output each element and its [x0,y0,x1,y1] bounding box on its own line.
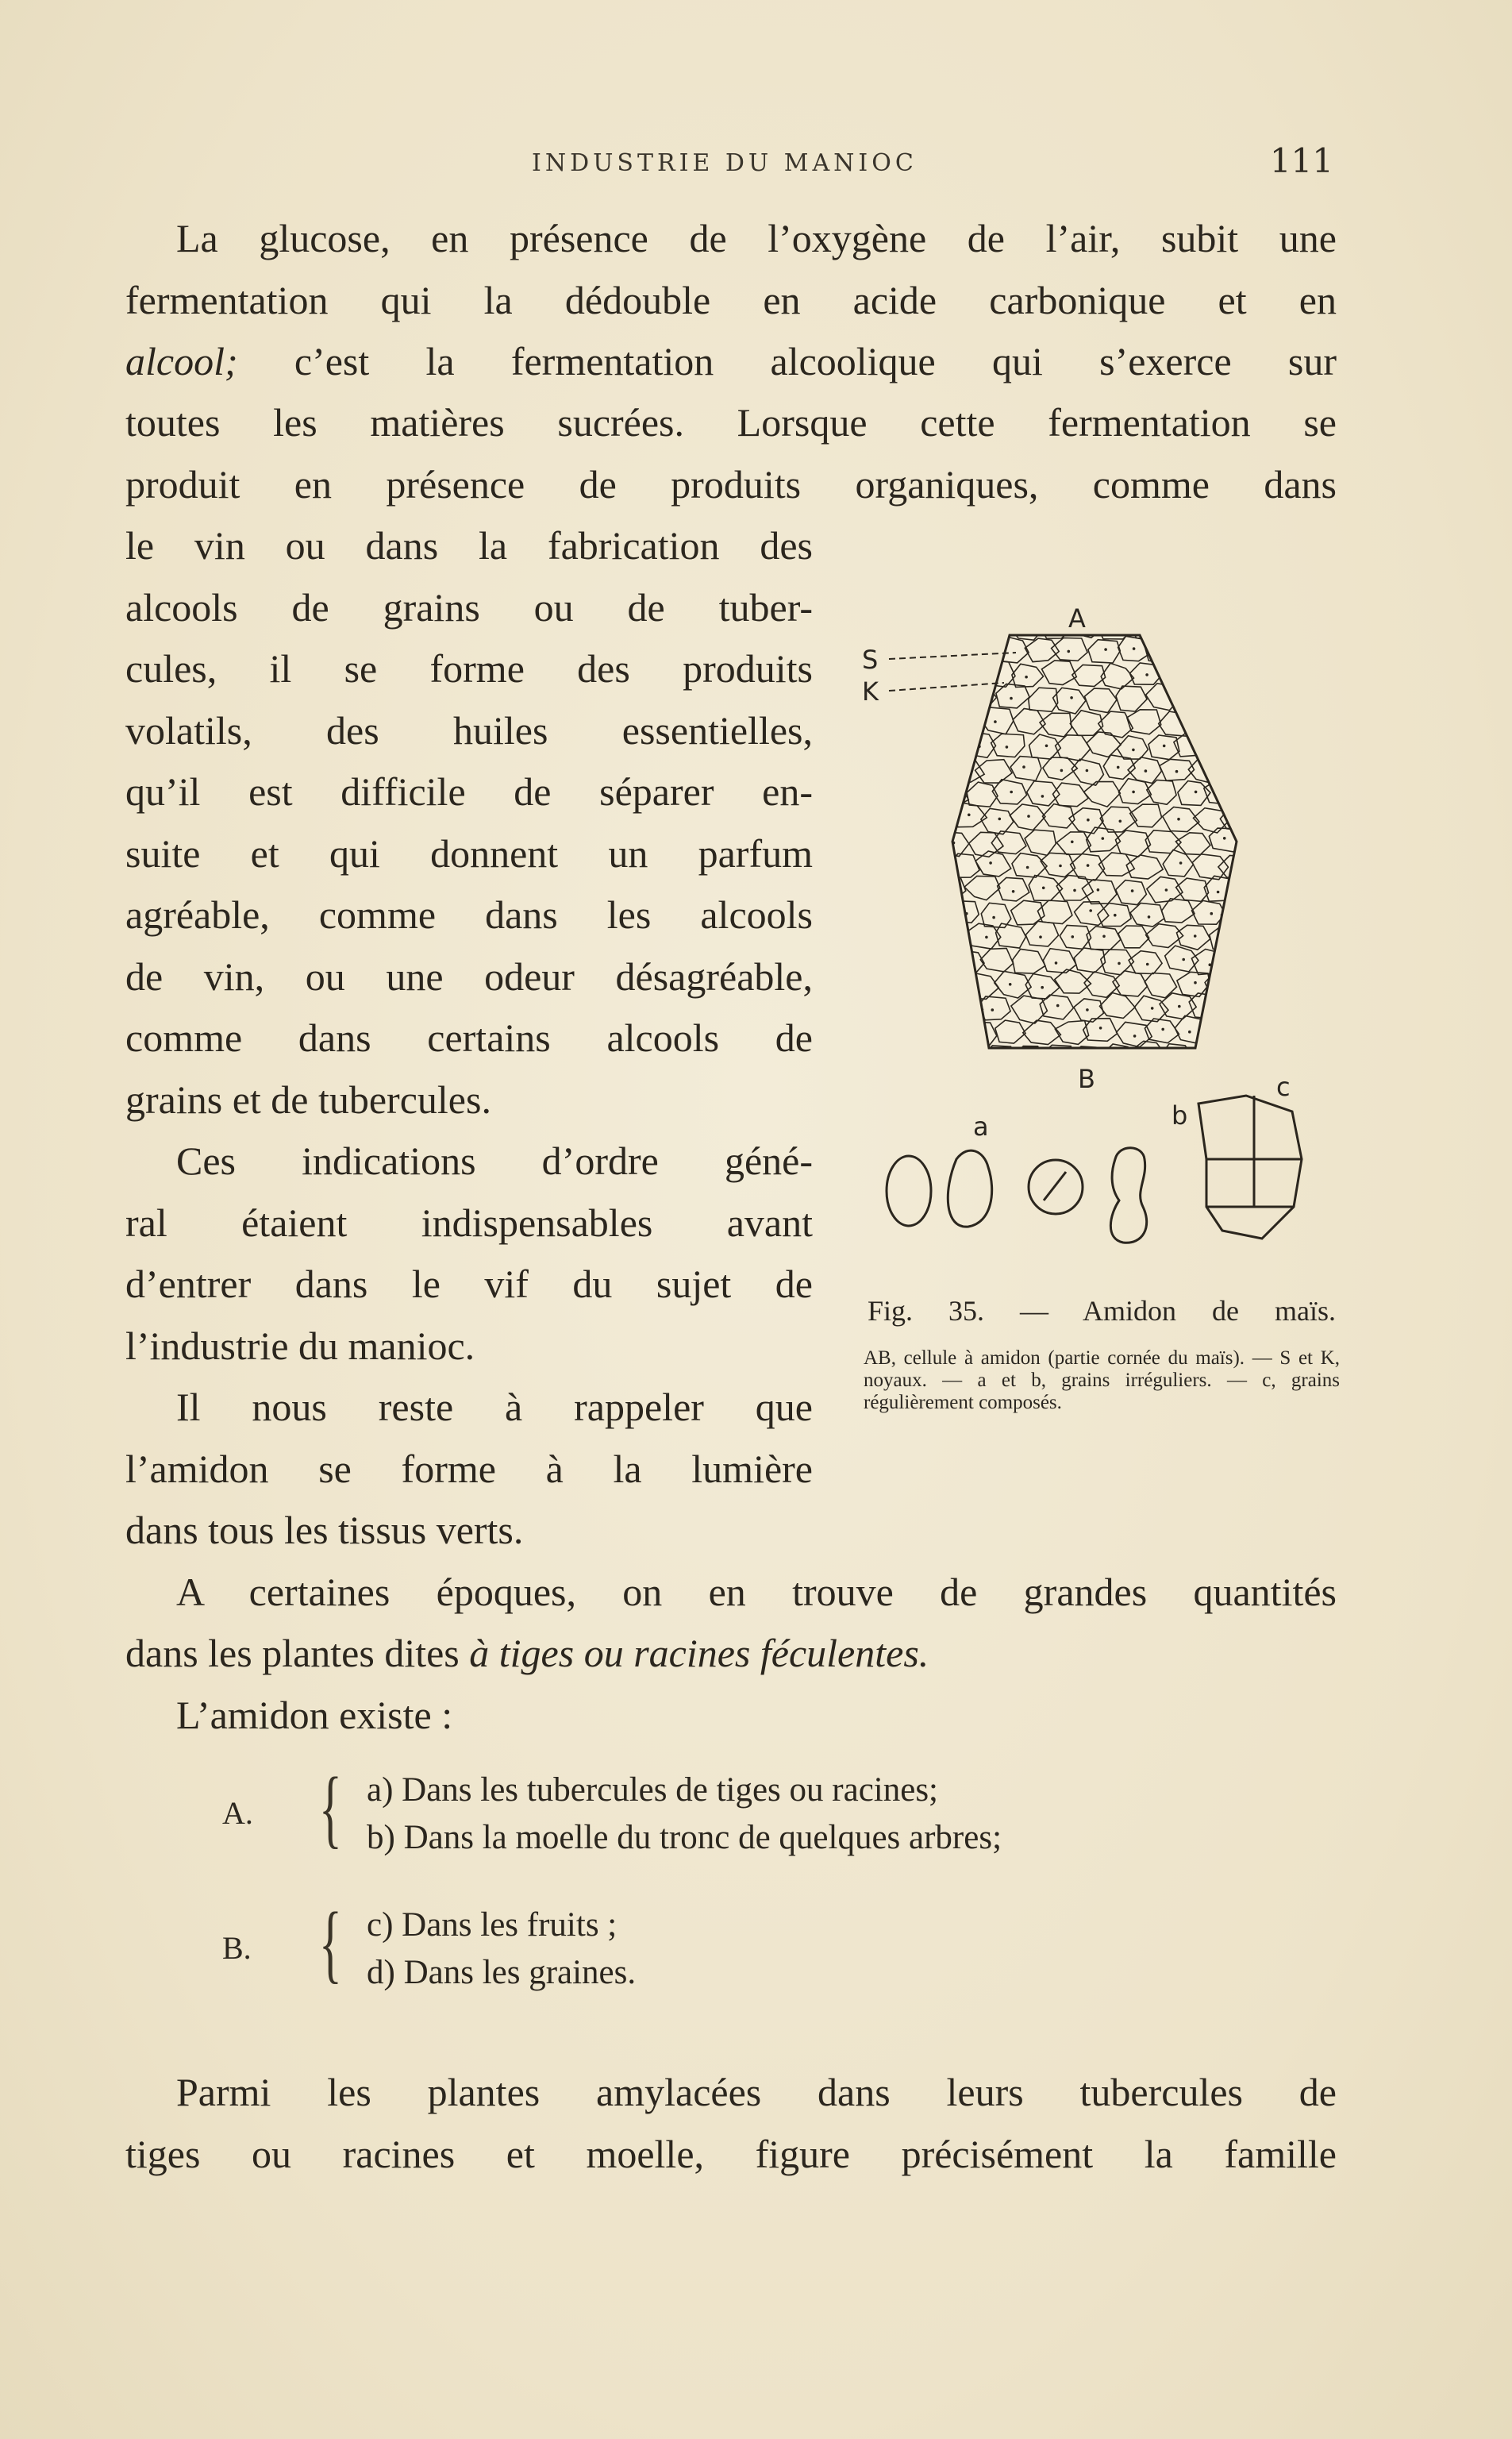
grain-nucleus [1025,676,1028,679]
grain-nucleus [1041,986,1044,989]
grain-nucleus [1030,1054,1033,1058]
starch-grain [1233,974,1269,999]
starch-grain [1222,1044,1253,1069]
list-item: d) Dans les graines. [367,1954,637,1991]
brace-icon: { [318,1894,342,1991]
grain-nucleus [1117,766,1120,769]
starch-grain [1237,923,1269,948]
grain-nucleus [1225,649,1228,652]
figure-label-K: K [862,676,879,707]
text-line: le vin ou dans la fabrication des [125,523,813,568]
grain-nucleus [989,861,992,865]
text-line: Ces indications d’ordre géné- [176,1139,813,1183]
grain-nucleus [1253,697,1256,700]
grain-nucleus [1104,648,1107,651]
figure-label-c: c [1276,1072,1291,1102]
starch-grain [1195,1042,1225,1067]
text-line: dans tous les tissus verts. [125,1508,524,1552]
starch-grain [1015,1046,1048,1069]
figure-label-A: A [1068,603,1086,634]
starch-grain [937,923,967,946]
starch-grain [1205,733,1238,760]
cell-outline [952,635,1237,1048]
starch-grain [950,995,983,1021]
grain-nucleus [948,794,952,797]
grain-irregular-b [1110,1148,1146,1243]
grain-nucleus [994,720,997,723]
text-line: fermentation qui la dédouble en acide carbonique et en [125,278,1337,322]
grain-nucleus [1145,673,1148,676]
italic-term: à tiges ou racines féculentes. [469,1631,929,1675]
text-line: comme dans certains alcools de [125,1015,813,1060]
grain-nucleus [1042,887,1045,890]
figure-label-b: b [1172,1100,1188,1131]
grain-nucleus [1179,861,1183,865]
grain-nucleus [1097,888,1100,892]
grain-nucleus [1055,961,1058,965]
figure-caption-text: AB, cellule à amidon (partie cornée du maïs). — S et K, noyaux. — a et b, grains irréguliers. — c, grains régulièrement composés. [864,1347,1340,1413]
starch-grain [1220,616,1252,642]
grain-nucleus [1071,935,1075,938]
grain-nucleus [978,695,981,698]
starch-grain [1238,736,1272,760]
starch-grain [1221,902,1256,928]
grain-nucleus [933,627,937,630]
starch-grain [919,903,954,926]
grain-nucleus [1218,697,1222,700]
starch-grain [922,754,956,780]
text-line: dans les plantes dites à tiges ou racines féculentes. [125,1631,929,1675]
brace-icon: { [318,1759,342,1856]
grain-nucleus [1194,934,1197,938]
text-line: alcool; c’est la fermentation alcoolique qui s’exerce sur [125,339,1337,383]
starch-grain [919,1046,954,1069]
figure-starch-maize [857,603,1349,1286]
grain-nucleus [1191,695,1195,698]
text-line: La glucose, en présence de l’oxygène de l’air, subit une [176,216,1337,260]
grain-nucleus [1209,963,1212,966]
grain-nucleus [985,936,988,939]
text-line: l’amidon se forme à la lumière [125,1447,813,1491]
grain-nucleus [1009,983,1012,986]
starch-grain [1191,613,1222,636]
grain-nucleus [1114,914,1117,917]
figure-label-a: a [973,1112,989,1142]
grain-nucleus [1131,889,1134,892]
starch-grain [967,641,997,665]
page-number: 111 [1269,141,1333,180]
grain-nucleus [1235,914,1238,917]
leader-line-s [889,653,1016,659]
grain-nucleus [1249,649,1252,653]
text-line: de vin, ou une odeur désagréable, [125,954,813,999]
running-head: INDUSTRIE DU MANIOC [532,149,918,177]
grain-nucleus [1089,909,1092,912]
starch-grain [950,711,983,735]
starch-grain [1221,948,1255,973]
grain-nucleus [1206,673,1210,676]
grain-nucleus [1217,891,1220,894]
list-item: c) Dans les fruits ; [367,1906,617,1944]
starch-cell-illustration [857,603,1349,1286]
grain-nucleus [963,671,966,674]
starch-grain [937,737,972,761]
figure-label-B: B [1078,1064,1095,1094]
grain-nucleus [1118,962,1121,965]
text-line: alcools de grains ou de tuber- [125,585,813,630]
grain-nucleus [994,1054,997,1057]
grain-nucleus [1234,866,1237,869]
grain-nucleus [992,629,995,632]
starch-grain [937,638,973,664]
grain-nucleus [1163,745,1166,748]
grain-nucleus [1070,696,1073,699]
text-line: toutes les matières sucrées. Lorsque cette fermentation se [125,400,1337,445]
starch-grain [1223,711,1258,735]
text-line: produit en présence de produits organiques, comme dans [125,462,1337,507]
text-line: suite et qui donnent un parfum [125,831,813,876]
starch-grain [1187,664,1224,687]
starch-grain [1180,685,1212,711]
starch-grain [1175,639,1210,663]
grain-nucleus [1218,746,1222,749]
grain-nucleus [1086,624,1089,627]
grain-nucleus [1247,886,1250,889]
grain-nucleus [1182,958,1185,961]
text-line: grains et de tubercules. [125,1077,491,1122]
starch-grain [921,951,953,974]
text-line: Parmi les plantes amylacées dans leurs tubercules de [176,2070,1337,2114]
grain-nucleus [937,769,941,772]
text-line: qu’il est difficile de séparer en- [125,769,813,814]
grain-nucleus [1249,983,1252,986]
text-line: d’entrer dans le vif du sujet de [125,1262,813,1306]
grain-nucleus [1041,795,1045,798]
text-line: cules, il se forme des produits [125,646,813,691]
grain-irregular-a [948,1150,991,1227]
grain-nucleus [1119,820,1122,823]
grain-nucleus [1223,837,1226,840]
grain-nucleus [1205,719,1208,722]
list-key: B. [222,1930,252,1966]
grain-nucleus [1045,745,1048,748]
leader-line-k [889,683,1004,691]
list-item: b) Dans la moelle du tronc de quelques arbres; [367,1819,1002,1856]
grain-nucleus [1175,770,1179,773]
grain-nucleus [1161,1028,1164,1031]
grain-nucleus [965,912,968,915]
grain-nucleus [1178,1005,1181,1008]
grain-nucleus [1087,819,1090,822]
grain-nucleus [1148,915,1151,919]
grain-nucleus [1210,912,1214,915]
grain-nucleus [1237,628,1241,631]
text-line: tiges ou racines et moelle, figure précisément la famille [125,2132,1337,2176]
grain-nucleus [1233,674,1237,677]
grain-nucleus [1059,865,1062,868]
text-line: l’industrie du manioc. [125,1324,475,1368]
text-line: ral étaient indispensables avant [125,1200,813,1245]
grain-nucleus [968,769,971,772]
grain-nucleus [1209,1054,1212,1057]
grain-nucleus [1060,769,1064,773]
grain-nucleus [932,961,935,964]
starch-grain [933,971,967,995]
starch-grain [1234,877,1270,903]
starch-grain [1237,685,1272,710]
grain-nucleus [1010,791,1013,794]
starch-grain [921,994,951,1019]
grain-nucleus [950,1028,953,1031]
starch-grain [1163,661,1198,684]
grain-nucleus [1022,765,1025,769]
grain-nucleus [1132,791,1135,794]
starch-grain [1237,827,1271,850]
grain-nucleus [1133,1035,1137,1038]
grain-nucleus [1025,629,1028,632]
grain-nucleus [992,916,995,919]
grain-nucleus [949,888,952,891]
starch-grain [921,662,953,687]
starch-grain [1220,663,1256,688]
grain-nucleus [980,1031,983,1034]
grain-nucleus [1145,769,1148,773]
text-line: volatils, des huiles essentielles, [125,708,813,753]
grain-nucleus [968,814,971,817]
starch-grain [934,1019,968,1043]
starch-grain [1206,1019,1243,1042]
grain-nucleus [1132,749,1135,752]
starch-grain [1209,641,1239,663]
grain-nucleus [1102,837,1105,840]
grain-nucleus [991,1008,995,1011]
italic-term: alcool; [125,339,238,383]
starch-grain [920,615,952,640]
starch-grain [925,854,956,879]
starch-grain [1189,707,1226,733]
grain-nucleus [1026,866,1029,869]
grain-nucleus [1236,1056,1239,1059]
starch-grain [1158,612,1191,636]
grain-nucleus [1086,769,1089,773]
grain-nucleus [998,818,1002,821]
grain-nucleus [1071,841,1074,844]
grain-nucleus [1194,981,1197,984]
page-header [127,141,1333,189]
text-line: agréable, comme dans les alcools [125,892,813,937]
starch-grain [981,1046,1016,1070]
list-key: A. [222,1795,253,1831]
grain-oval [887,1156,931,1226]
grain-nucleus [1165,888,1168,892]
grain-nucleus [1151,1007,1154,1010]
grain-nucleus [1195,791,1198,794]
grain-nucleus [955,746,958,749]
grain-nucleus [1133,647,1136,650]
starch-grain [1239,1018,1273,1042]
grain-nucleus [1146,963,1149,966]
starch-grain [918,711,948,734]
text-line: Il nous reste à rappeler que [176,1385,813,1429]
list-item: a) Dans les tubercules de tiges ou racines; [367,1771,938,1809]
grain-nucleus [1175,622,1179,626]
figure-label-S: S [862,645,879,675]
grain-hilum-crack [1044,1172,1066,1200]
starch-grain [935,687,968,710]
text-line: A certaines époques, on en trouve de grandes quantités [176,1570,1337,1614]
grain-nucleus [1052,625,1056,628]
grain-nucleus [1006,746,1009,749]
grain-nucleus [1225,1028,1228,1031]
grain-nucleus [1250,793,1253,796]
starch-grain [921,804,955,828]
starch-grain [979,617,1010,642]
grain-nucleus [1099,1027,1102,1030]
grain-nucleus [1027,815,1030,818]
starch-grain [1222,757,1253,780]
starch-grain [948,660,980,684]
grain-compound-c [1198,1096,1302,1239]
starch-grain [1233,641,1268,665]
grain-nucleus [1012,890,1015,893]
starch-grain [1204,685,1238,711]
text-line: L’amidon existe : [176,1693,453,1737]
grain-nucleus [1068,650,1071,653]
grain-nucleus [1056,1004,1060,1008]
grain-nucleus [1087,864,1090,867]
grain-nucleus [1073,889,1076,892]
starch-grain [951,1042,987,1067]
grain-nucleus [1256,1031,1259,1035]
starch-grain [946,616,980,641]
starch-grain [1129,616,1163,639]
grain-nucleus [938,912,941,915]
grain-nucleus [1188,1031,1191,1034]
starch-grain [1223,996,1256,1019]
figure-caption-title: Fig. 35. — Amidon de maïs. [868,1295,1336,1327]
grain-nucleus [1010,697,1013,700]
starch-grain [1236,780,1269,806]
grain-nucleus [1086,1008,1089,1011]
grain-nucleus [1177,818,1180,821]
grain-nucleus [1102,935,1106,938]
grain-nucleus [1241,720,1245,723]
grain-nucleus [1039,935,1042,938]
